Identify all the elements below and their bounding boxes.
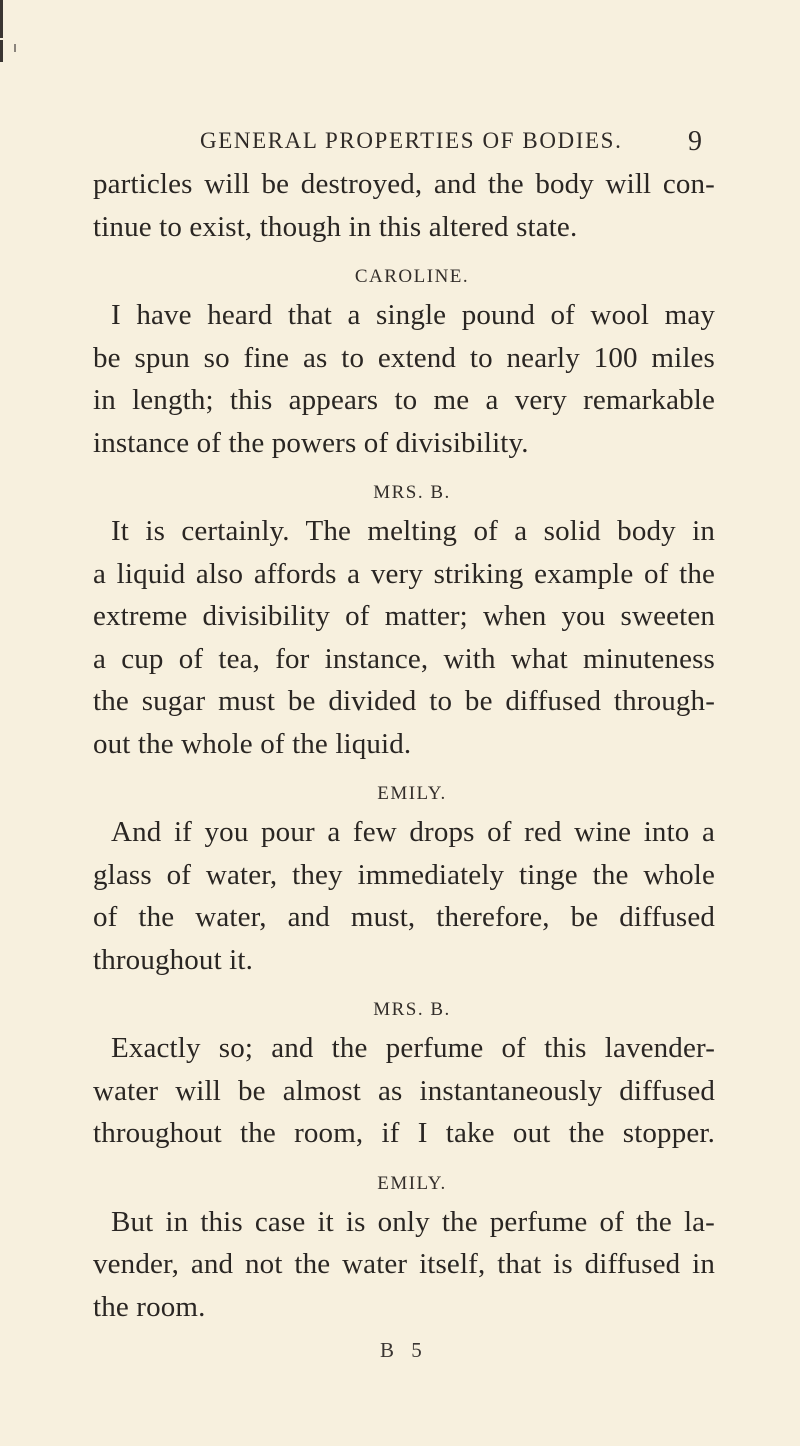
paragraph: [93, 510, 715, 765]
text-line: It is certainly. The melting of a solid body in: [111, 515, 715, 547]
paragraph: [93, 294, 715, 464]
text-line: And if you pour a few drops of red wine into a: [111, 816, 715, 848]
text-line: be spun so fine as to extend to nearly 100 miles: [93, 341, 715, 374]
text-line: a liquid also affords a very striking example of the: [93, 557, 715, 590]
paragraph: [93, 1027, 715, 1155]
running-title: GENERAL PROPERTIES OF BODIES.: [200, 128, 623, 153]
speaker-name: MRS. B.: [373, 482, 451, 503]
text-line: of the water, and must, therefore, be diffused: [93, 901, 715, 933]
text-line: the room.: [93, 1290, 206, 1323]
running-head: [0, 128, 800, 158]
text-line: water will be almost as instantaneously diffused: [93, 1074, 715, 1107]
paragraph: [93, 1201, 715, 1329]
text-line: in length; this appears to me a very remarkable: [93, 384, 715, 416]
binding-edge-mark: [0, 0, 3, 38]
text-line: the sugar must be divided to be diffused through-: [93, 685, 715, 717]
text-line: But in this case it is only the perfume of the la-: [111, 1205, 715, 1238]
signature-mark: B 5: [380, 1338, 428, 1362]
text-line: extreme divisibility of matter; when you sweeten: [93, 600, 715, 632]
text-line: throughout the room, if I take out the stopper.: [93, 1117, 715, 1149]
text-line: a cup of tea, for instance, with what minuteness: [93, 642, 715, 675]
text-line: throughout it.: [93, 943, 253, 976]
binding-edge-tick: [14, 44, 16, 52]
binding-edge-mark: [0, 40, 3, 62]
text-line: out the whole of the liquid.: [93, 727, 412, 760]
paragraph: [93, 163, 715, 248]
text-line: I have heard that a single pound of wool may: [111, 299, 715, 331]
speaker-name: CAROLINE.: [354, 266, 470, 287]
speaker-name: EMILY.: [377, 783, 447, 804]
paragraph: [93, 811, 715, 981]
speaker-name: MRS. B.: [373, 999, 451, 1020]
text-line: particles will be destroyed, and the body will con-: [93, 168, 715, 200]
text-line: glass of water, they immediately tinge the whole: [93, 858, 715, 891]
text-line: tinue to exist, though in this altered state.: [93, 210, 578, 243]
text-line: Exactly so; and the perfume of this lavender-: [111, 1032, 715, 1064]
text-line: instance of the powers of divisibility.: [93, 426, 529, 459]
text-line: vender, and not the water itself, that is diffused in: [93, 1248, 715, 1280]
page-text: [93, 163, 715, 1328]
page-number: 9: [688, 126, 702, 157]
speaker-name: EMILY.: [377, 1172, 447, 1194]
